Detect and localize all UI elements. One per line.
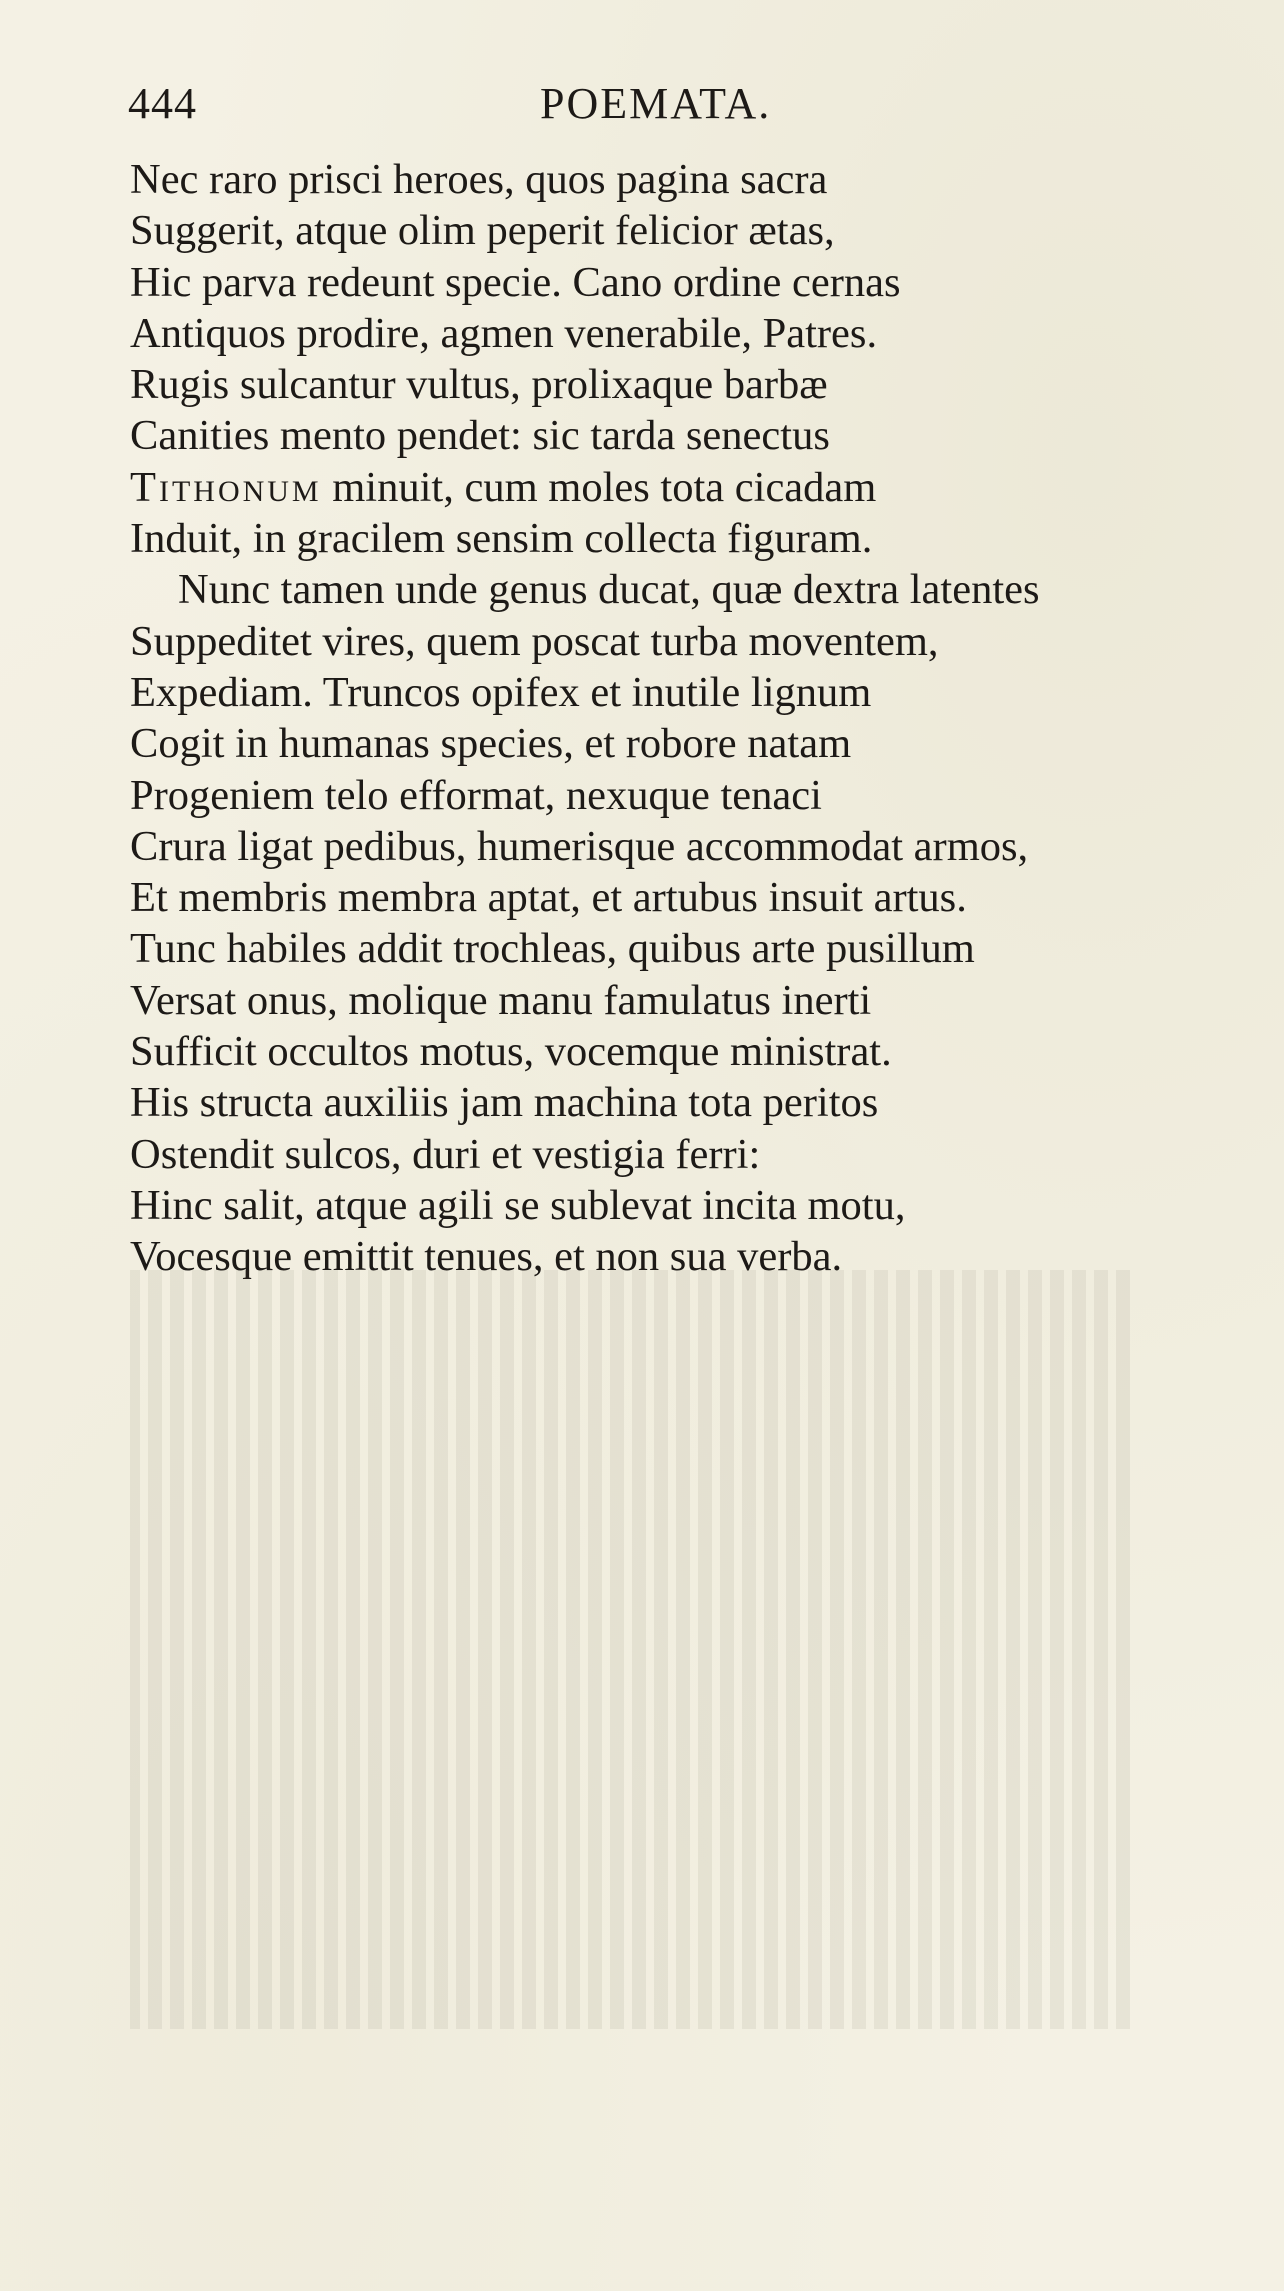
verse-line: Et membris membra aptat, et artubus insuit artus. — [130, 874, 967, 922]
verse-line: Progeniem telo efformat, nexuque tenaci — [130, 771, 822, 819]
verse-line: Vocesque emittit tenues, et non sua verba. — [130, 1233, 843, 1281]
running-title: POEMATA. — [540, 79, 772, 128]
verse-line: Rugis sulcantur vultus, prolixaque barbæ — [130, 361, 828, 409]
verse-line: Hinc salit, atque agili se sublevat incita motu, — [130, 1181, 906, 1229]
verse-line: Expediam. Truncos opifex et inutile lignum — [130, 668, 872, 716]
verse-line: Tunc habiles addit trochleas, quibus arte pusillum — [130, 925, 975, 973]
verse-line: Hic parva redeunt specie. Cano ordine cernas — [130, 258, 901, 306]
verse-line: Ostendit sulcos, duri et vestigia ferri: — [130, 1130, 761, 1178]
bleed-through-texture — [130, 1270, 1170, 2030]
verse-line: Suppeditet vires, quem poscat turba moventem, — [130, 617, 939, 665]
verse-line: Antiquos prodire, agmen venerabile, Patres. — [130, 309, 878, 357]
verse-line: Versat onus, molique manu famulatus inerti — [130, 976, 872, 1024]
page-header — [128, 78, 1128, 138]
verse-line: Crura ligat pedibus, humerisque accommodat armos, — [130, 822, 1029, 870]
verse-line: Suggerit, atque olim peperit felicior ætas, — [130, 207, 835, 255]
verse-block — [130, 154, 1250, 1283]
verse-line: Canities mento pendet: sic tarda senectus — [130, 412, 830, 460]
verse-line: Cogit in humanas species, et robore natam — [130, 720, 852, 768]
verse-line: His structa auxiliis jam machina tota peritos — [130, 1079, 879, 1127]
page-number: 444 — [128, 79, 197, 128]
proper-name: Tithonum — [130, 463, 322, 511]
verse-line-text: minuit, cum moles tota cicadam — [332, 463, 877, 511]
verse-line: Sufficit occultos motus, vocemque ministrat. — [130, 1028, 892, 1076]
verse-line — [130, 462, 1250, 513]
verse-line: Nec raro prisci heroes, quos pagina sacra — [130, 156, 828, 203]
verse-line: Induit, in gracilem sensim collecta figuram. — [130, 515, 873, 563]
verse-line-paragraph-start: Nunc tamen unde genus ducat, quæ dextra latentes — [178, 566, 1040, 614]
